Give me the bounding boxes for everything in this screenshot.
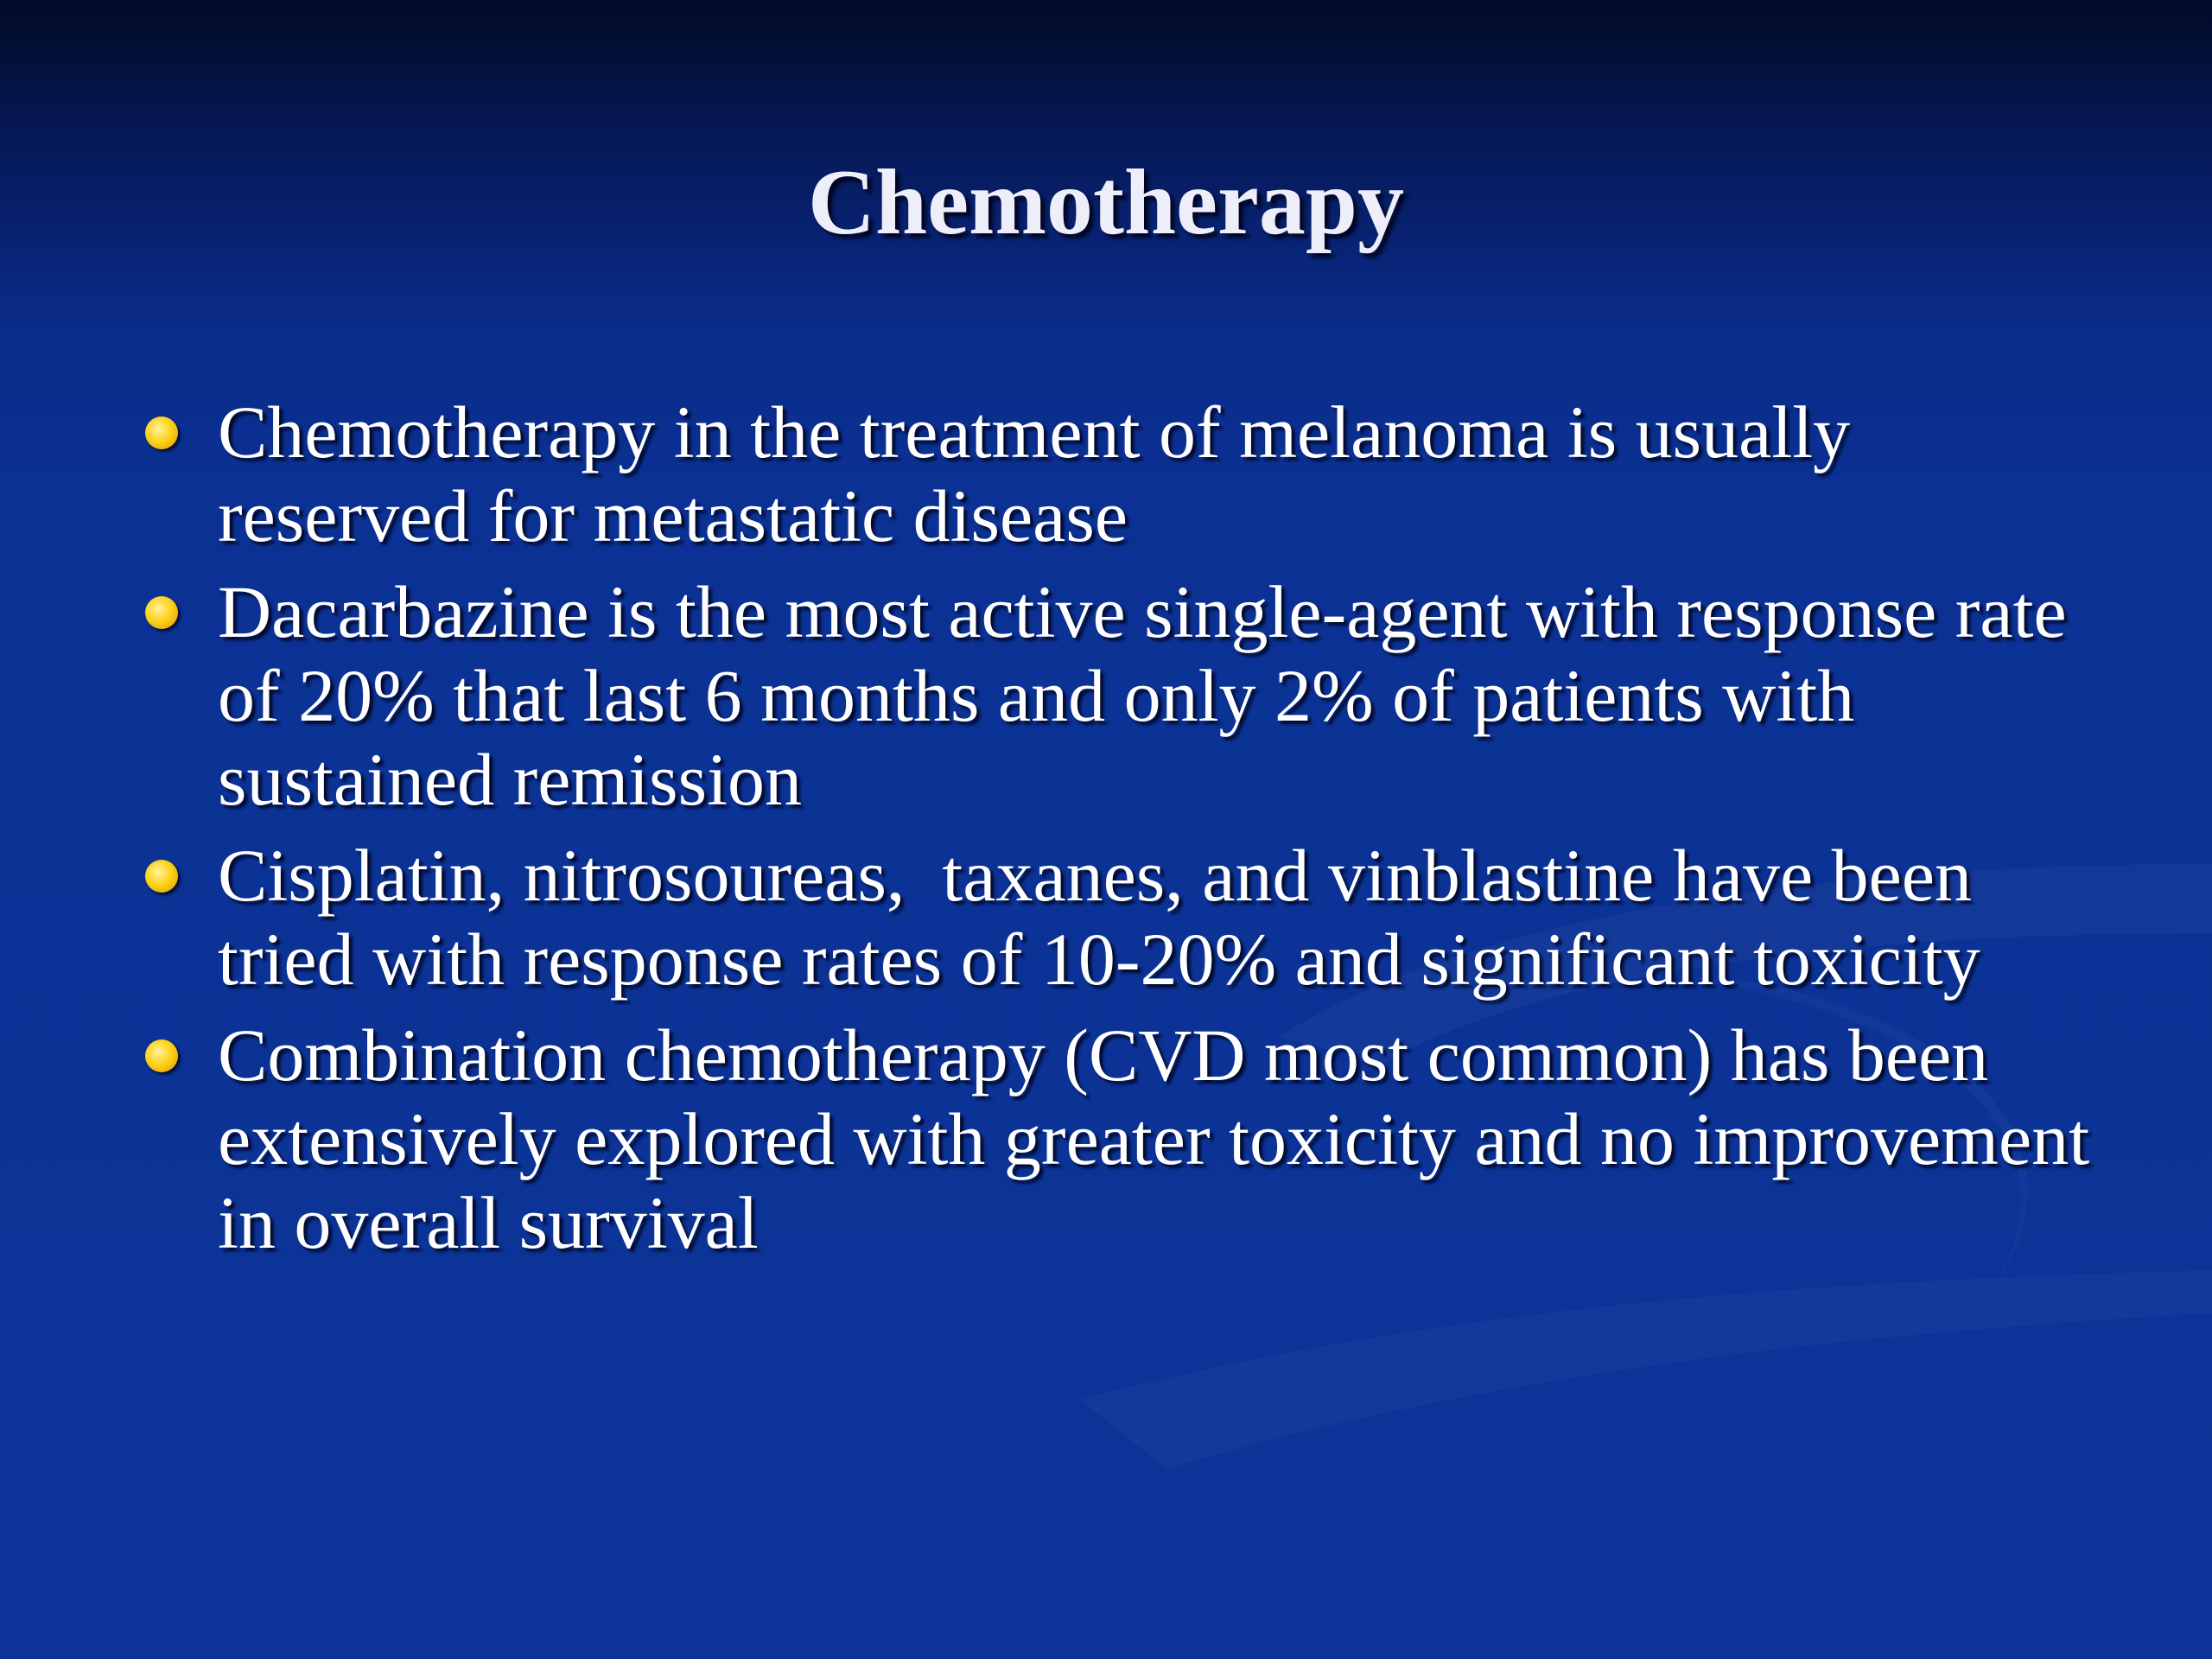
bullet-text: Cisplatin, nitrosoureas, taxanes, and vinblastine have been tried with response rates of 10-20% and significant toxicity — [218, 834, 1991, 1001]
bullet-list — [138, 391, 2091, 1277]
bullet-dot-icon — [145, 860, 178, 893]
bullet-item — [138, 391, 2091, 558]
bullet-item — [138, 570, 2091, 822]
bullet-text: Combination chemotherapy (CVD most common) has been extensively explored with greater toxicity and no improvement in overall survival — [218, 1014, 2090, 1264]
bullet-item — [138, 1014, 2091, 1265]
bullet-dot-icon — [145, 416, 178, 449]
bullet-dot-icon — [145, 1039, 178, 1072]
bullet-dot-icon — [145, 596, 178, 629]
slide-title: Chemotherapy — [808, 151, 1404, 254]
bullet-text: Chemotherapy in the treatment of melanoma is usually reserved for metastatic disease — [218, 391, 1851, 557]
bullet-item — [138, 834, 2091, 1001]
bullet-text: Dacarbazine is the most active single-agent with response rate of 20% that last 6 months and only 2% of patients with sustained remission — [218, 570, 2067, 821]
